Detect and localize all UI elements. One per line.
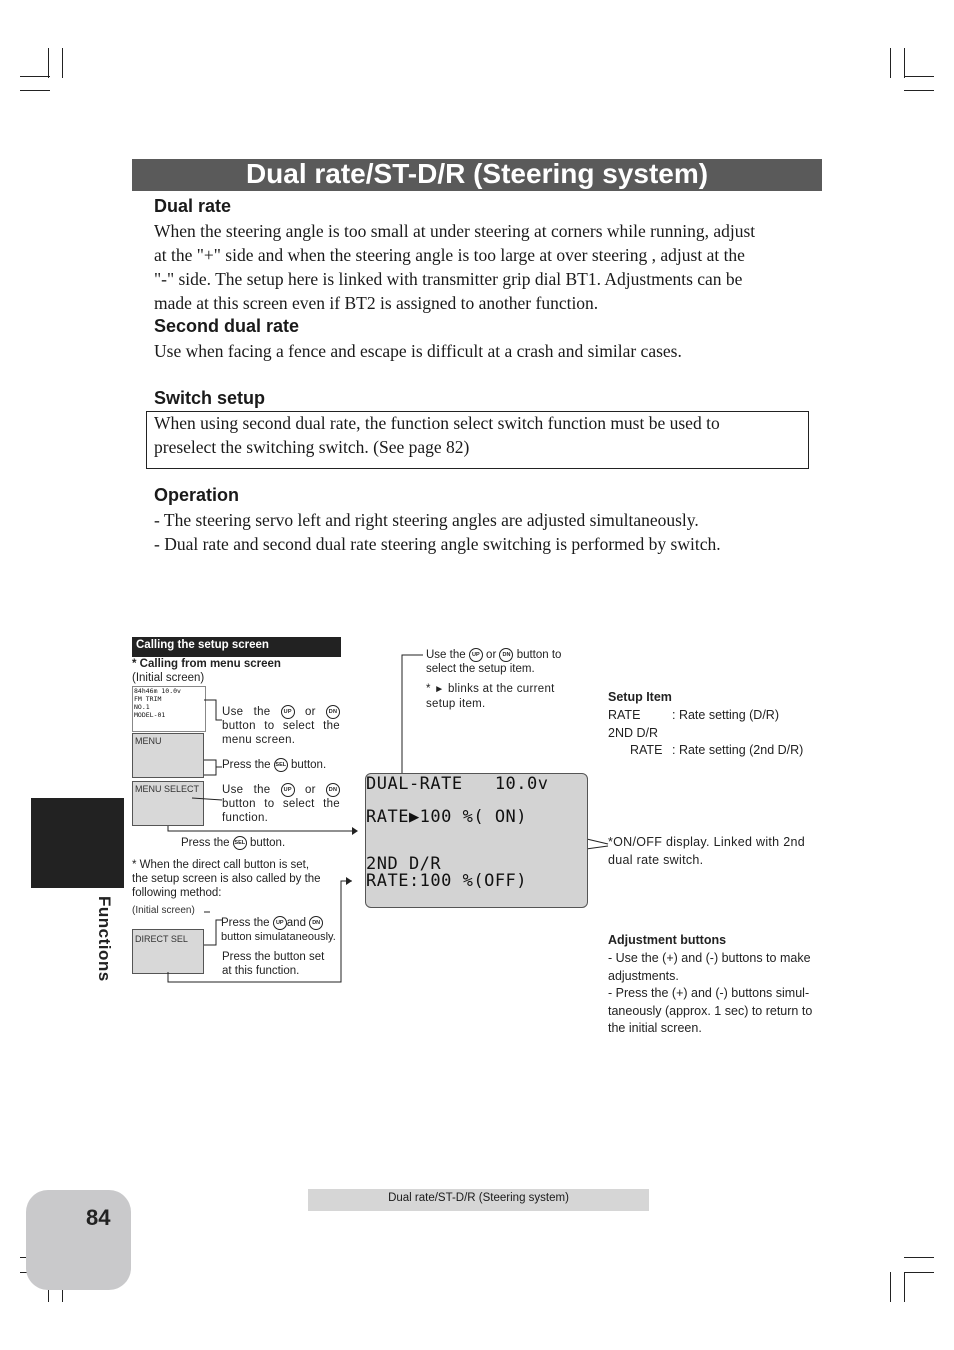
text-line: Press the button set xyxy=(222,951,325,963)
dn-button-icon: DN xyxy=(309,916,323,930)
text-line: following method: xyxy=(132,887,222,899)
up-button-icon: UP xyxy=(273,916,287,930)
text-line: * When the direct call button is set, xyxy=(132,859,310,871)
calling-header: Calling the setup screen xyxy=(136,639,269,651)
up-button-icon: UP xyxy=(281,783,295,797)
text: function. xyxy=(222,812,269,825)
text-line: dual rate switch. xyxy=(608,852,704,867)
setup-item-name: RATE xyxy=(630,743,663,757)
heading-switch-setup: Switch setup xyxy=(154,388,266,408)
text-line: *ON/OFF display. Linked with 2nd xyxy=(608,835,805,849)
cursor-arrow-icon: ► xyxy=(434,684,445,695)
text-line: - Press the (+) and (-) buttons simul- xyxy=(608,986,810,1000)
menu-select-label: MENU SELECT xyxy=(135,784,200,794)
mini-lcd-line: MODEL-01 xyxy=(134,711,166,719)
text: or xyxy=(304,706,316,719)
mini-lcd-line: NO.1 xyxy=(134,703,150,711)
lcd-screen xyxy=(365,773,588,908)
text-line: - Dual rate and second dual rate steering angle switching is performed by switch. xyxy=(154,534,721,554)
from-menu-label: * Calling from menu screen xyxy=(132,658,281,670)
setup-item-row xyxy=(608,707,828,725)
text: button to select the xyxy=(222,798,340,811)
text: button. xyxy=(290,759,327,772)
mini-lcd-line: 84h46m 10.0v xyxy=(134,687,181,695)
text: or xyxy=(486,649,497,662)
text: * xyxy=(426,683,431,695)
setup-item-list xyxy=(608,707,828,760)
callout-blinks xyxy=(426,682,586,711)
heading-operation: Operation xyxy=(154,485,240,505)
dn-button-icon: DN xyxy=(326,783,340,797)
side-tab-label: Functions xyxy=(95,896,114,982)
setup-item-row xyxy=(608,742,828,760)
sel-button-icon: SEL xyxy=(233,836,247,850)
up-button-icon: UP xyxy=(281,705,295,719)
text: Press the xyxy=(181,837,230,850)
text-line: adjustments. xyxy=(608,968,679,983)
adjust-text xyxy=(608,950,828,1038)
text: Press the xyxy=(222,759,271,772)
text: button. xyxy=(249,837,286,850)
lcd-line-rate2: RATE:100 %(OFF) xyxy=(366,871,528,891)
page-number-text: 84 xyxy=(86,1205,111,1230)
text-line: preselect the switching switch. (See page 82) xyxy=(154,437,470,457)
callout-select-item xyxy=(426,648,586,676)
text-line: - The steering servo left and right steering angles are adjusted simultaneously. xyxy=(154,510,699,530)
initial-screen-label-2: (Initial screen) xyxy=(132,905,195,916)
text-line: the setup screen is also called by the xyxy=(132,873,321,885)
page-title: Dual rate/ST-D/R (Steering system) xyxy=(245,158,709,189)
setup-item-desc: : Rate setting (2nd D/R) xyxy=(672,743,804,757)
text-line: made at this screen even if BT2 is assigned to another function. xyxy=(154,293,599,313)
text-line: "-" side. The setup here is linked with transmitter grip dial BT1. Adjustments can be xyxy=(154,269,743,289)
direct-sel-label: DIRECT SEL xyxy=(135,934,188,944)
text: Use the xyxy=(222,706,271,719)
text: Use the xyxy=(222,784,271,797)
onoff-note xyxy=(608,834,828,869)
mini-lcd-line: FM TRIM xyxy=(134,695,162,703)
text: and xyxy=(286,917,306,930)
text: menu screen. xyxy=(222,734,296,747)
text-line: - Use the (+) and (-) buttons to make xyxy=(608,951,811,965)
lcd-line-title: DUAL-RATE 10.0v xyxy=(366,774,549,794)
text-line: at this function. xyxy=(222,965,300,977)
adjust-heading: Adjustment buttons xyxy=(608,933,727,947)
up-button-icon: UP xyxy=(469,648,483,662)
text: button to xyxy=(516,649,562,662)
setup-item-name: RATE xyxy=(608,708,641,722)
setup-item-name: 2ND D/R xyxy=(608,725,659,740)
footer-section-label: Dual rate/ST-D/R (Steering system) xyxy=(388,1192,569,1204)
text-line: When using second dual rate, the function select switch function must be used to xyxy=(154,413,720,433)
dn-button-icon: DN xyxy=(499,648,513,662)
page-number-tab xyxy=(26,1190,131,1290)
text-line: When the steering angle is too small at under steering at corners while running, adjust xyxy=(154,221,756,241)
menu-box-label: MENU xyxy=(135,736,162,746)
text: button simulataneously. xyxy=(221,931,336,944)
initial-screen-label: (Initial screen) xyxy=(132,672,205,684)
text-line: at the "+" side and when the steering angle is too large at over steering , adjust at the xyxy=(154,245,745,265)
text-line: taneously (approx. 1 sec) to return to xyxy=(608,1003,813,1018)
heading-second-dual-rate: Second dual rate xyxy=(154,316,300,336)
text: select the setup item. xyxy=(426,663,535,676)
dn-button-icon: DN xyxy=(326,705,340,719)
text: setup item. xyxy=(426,698,486,710)
text: blinks at the current xyxy=(447,683,555,695)
sel-button-icon: SEL xyxy=(274,758,288,772)
setup-item-row xyxy=(608,725,828,743)
text: Use the xyxy=(426,649,466,662)
text: Press the xyxy=(221,917,270,930)
heading-dual-rate: Dual rate xyxy=(154,196,232,216)
setup-item-heading: Setup Item xyxy=(608,690,672,704)
text: button to select the xyxy=(222,720,340,733)
text: or xyxy=(304,784,316,797)
setup-item-desc: : Rate setting (D/R) xyxy=(672,708,779,722)
text-line: Use when facing a fence and escape is difficult at a crash and similar cases. xyxy=(154,341,682,361)
lcd-line-2nd: 2ND D/R xyxy=(366,854,442,874)
lcd-line-rate: RATE▶100 %( ON) xyxy=(366,807,528,827)
text-line: the initial screen. xyxy=(608,1021,702,1035)
